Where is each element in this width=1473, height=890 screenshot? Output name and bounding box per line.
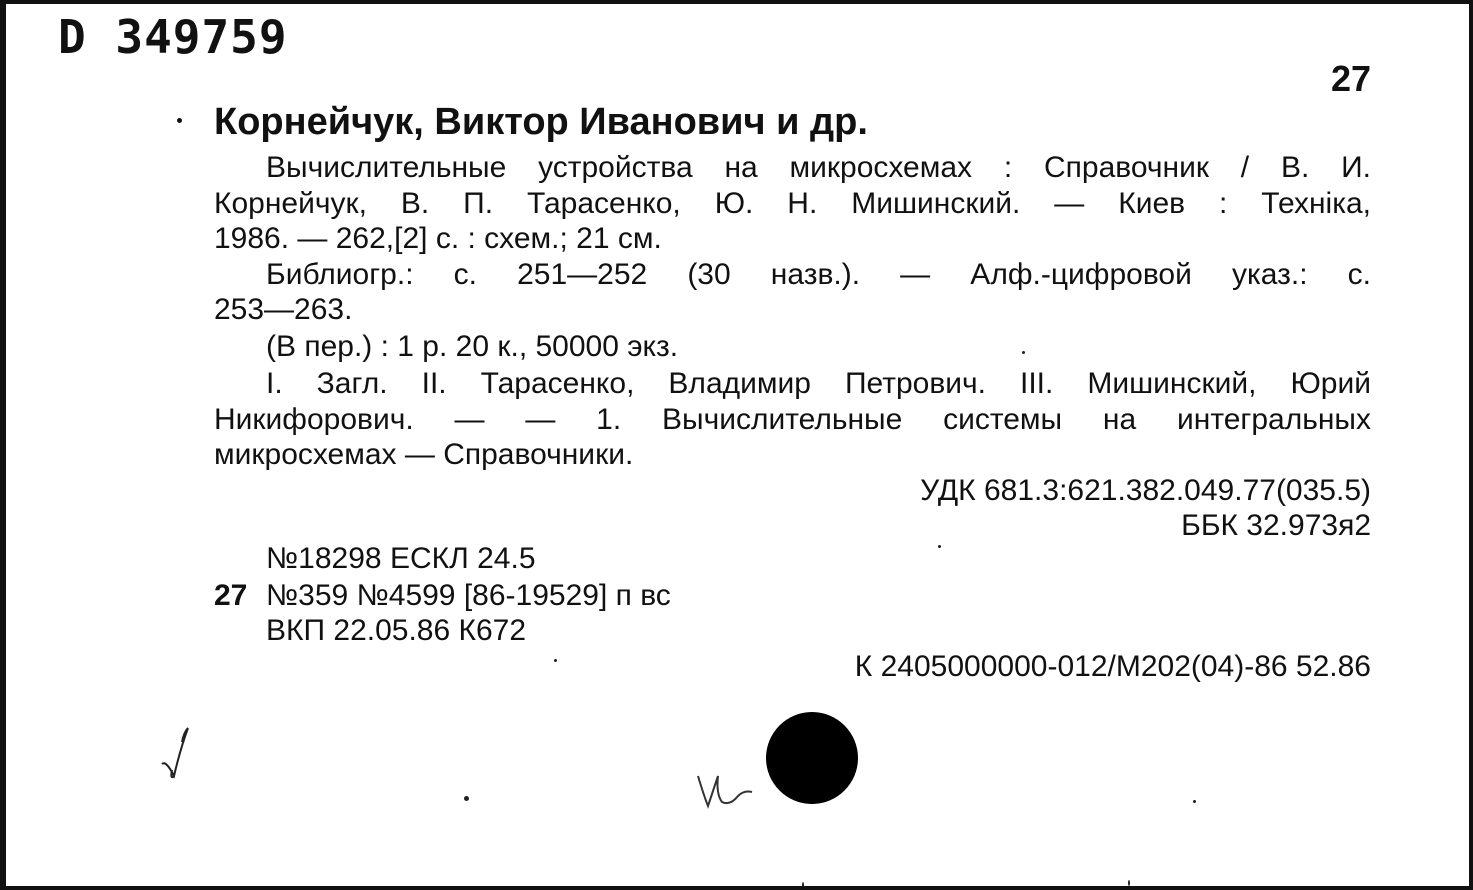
speck: [938, 545, 941, 548]
headings-line-1: I. Загл. II. Тарасенко, Владимир Петрович. III. Мишинский, Юрий: [266, 367, 1371, 400]
speck: [1193, 800, 1196, 803]
headings-line-2: Никифорович. — — 1. Вычислительные системы на интегральных: [214, 403, 1371, 436]
catalog-code: К 2405000000-012/М202(04)-86 52.86: [854, 650, 1371, 683]
punch-hole-dot: [766, 712, 858, 804]
speck: [1128, 880, 1130, 886]
price-line: (В пер.) : 1 р. 20 к., 50000 экз.: [266, 330, 679, 363]
speck: [802, 882, 804, 888]
registry-line-2: №359 №4599 [86-19529] п вс: [266, 579, 671, 612]
card-number: 27: [1330, 58, 1371, 99]
bbk-code: ББК 32.973я2: [1181, 509, 1371, 542]
speck: [554, 659, 557, 662]
registry-line-3: ВКП 22.05.86 К672: [266, 614, 527, 647]
udk-code: УДК 681.3:621.382.049.77(035.5): [920, 474, 1371, 507]
bibliography-line-1: Библиогр.: с. 251—252 (30 назв.). — Алф.-цифровой указ.: с.: [266, 258, 1371, 291]
description-line-1: Вычислительные устройства на микросхемах : Справочник / В. И.: [266, 151, 1371, 184]
bibliography-line-2: 253—263.: [214, 293, 353, 326]
registry-line-1: №18298 ЕСКЛ 24.5: [266, 542, 536, 575]
description-line-2: Корнейчук, В. П. Тарасенко, Ю. Н. Мишинский. — Киев : Техніка,: [214, 187, 1371, 220]
speck: [464, 796, 469, 801]
speck: [1022, 351, 1025, 354]
headings-line-3: микросхемах — Справочники.: [214, 438, 634, 471]
description-line-3: 1986. — 262,[2] с. : схем.; 21 см.: [214, 222, 662, 255]
author-heading: Корнейчук, Виктор Иванович и др.: [214, 101, 868, 143]
initials-scribble-icon: [694, 766, 758, 812]
registry-prefix: 27: [214, 579, 248, 612]
check-mark-icon: [154, 720, 194, 790]
bullet-dot: [177, 118, 182, 123]
catalog-stamp: D 349759: [58, 10, 288, 64]
